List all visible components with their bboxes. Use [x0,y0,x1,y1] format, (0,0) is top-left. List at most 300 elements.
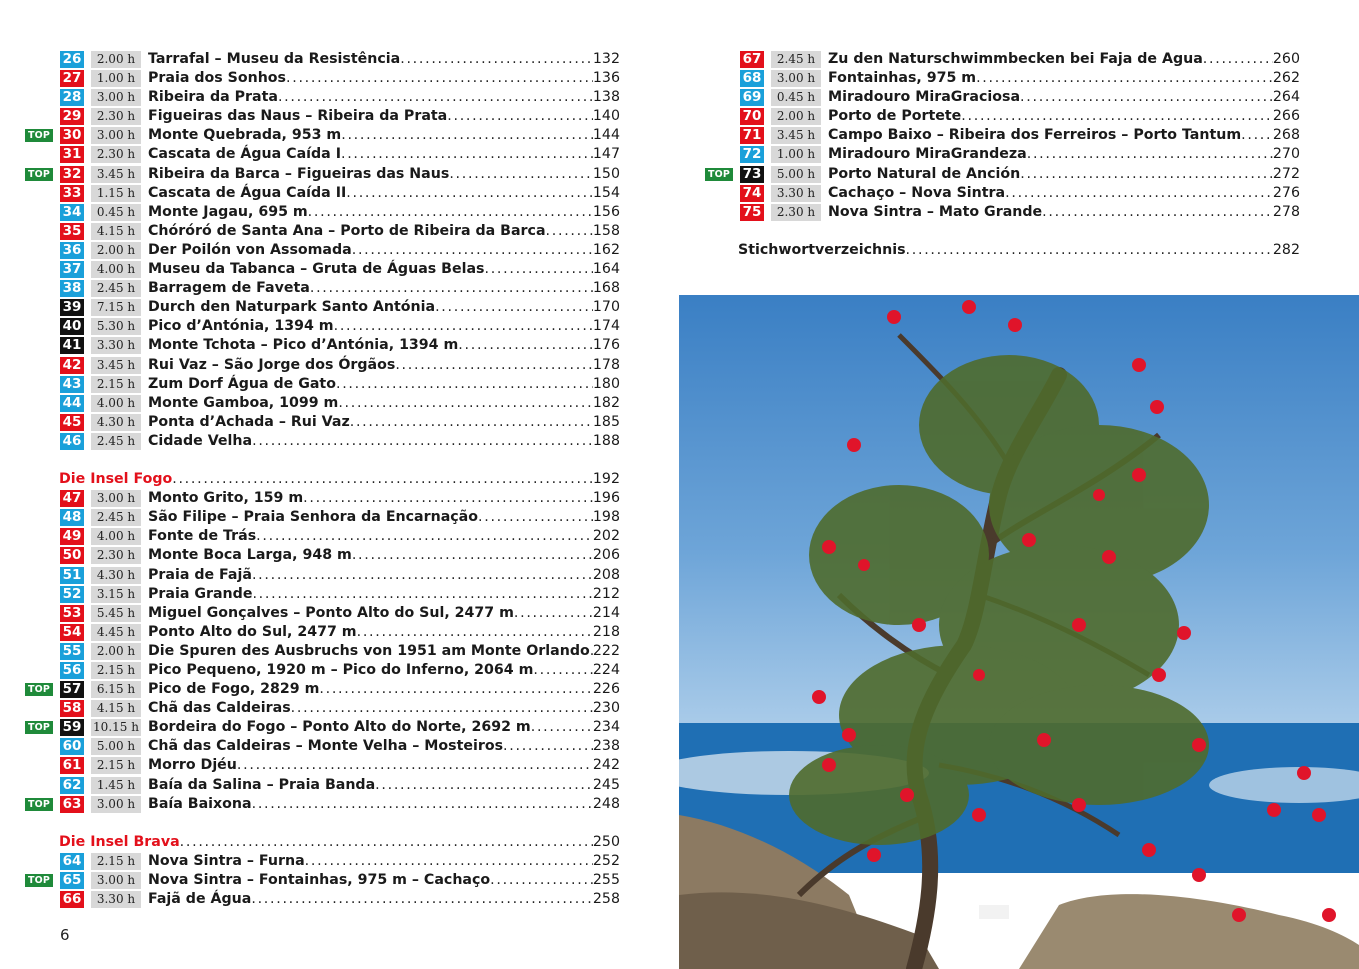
tour-number-badge: 51 [60,567,84,584]
toc-page-number: 218 [592,623,620,640]
toc-page-number: 278 [1272,203,1300,220]
tour-duration: 4.30 h [91,414,141,431]
toc-title: Monte Boca Larga, 948 m [148,547,352,564]
toc-title: Cachaço – Nova Sintra [828,184,1006,201]
dot-leader [533,661,593,680]
toc-title: Rui Vaz – São Jorge dos Órgãos [148,356,396,373]
toc-title: Zum Dorf Água de Gato [148,375,336,392]
toc-entry [22,279,622,298]
toc-page-number: 234 [592,719,620,736]
tour-number-badge: 31 [60,146,84,163]
dot-leader [961,107,1273,126]
toc-page-number: 272 [1272,165,1300,182]
tour-duration: 4.00 h [91,395,141,412]
toc-page-number: 180 [592,375,620,392]
tour-number-badge: 41 [60,337,84,354]
toc-page-number: 174 [592,318,620,335]
toc-page-number: 176 [592,337,620,354]
toc-page-number: 222 [592,642,620,659]
dot-leader [490,871,593,890]
toc-entry-line [148,145,620,164]
toc-page-number: 264 [1272,89,1300,106]
white-building [979,905,1009,919]
tour-number-badge: 60 [60,738,84,755]
toc-title: Die Insel Fogo [59,471,173,488]
tour-duration: 1.15 h [91,185,141,202]
toc-title: Praia Grande [148,585,253,602]
toc-section-heading [22,833,622,852]
toc-title: Pico Pequeno, 1920 m – Pico do Inferno, 2064 m [148,662,534,678]
toc-entry-line [148,737,620,756]
tour-duration: 4.00 h [91,528,141,545]
toc-entry-line [148,203,620,222]
toc-entry [22,566,622,585]
tour-number-badge: 56 [60,662,84,679]
toc-entry [22,776,622,795]
dot-leader [447,107,593,126]
dot-leader [1020,165,1273,184]
tour-number-badge: 44 [60,395,84,412]
tour-duration: 3.30 h [771,185,821,202]
toc-entry [22,88,622,107]
tour-duration: 5.00 h [771,166,821,183]
toc-entry [22,394,622,413]
toc-entry-line [148,279,620,298]
toc-entry [22,508,622,527]
toc-title: Cidade Velha [148,432,253,449]
toc-entry [702,107,1302,126]
tour-duration: 1.45 h [91,777,141,794]
toc-entry-line [148,489,620,508]
tour-number-badge: 69 [740,89,764,106]
toc-entry-line [828,203,1300,222]
tour-number-badge: 54 [60,624,84,641]
tour-number-badge: 33 [60,185,84,202]
toc-entry-line [148,756,620,775]
dot-leader [449,165,593,184]
top-badge: TOP [25,168,53,181]
toc-entry-line [738,241,1300,260]
toc-entry-line [148,107,620,126]
toc-entry-line [148,260,620,279]
tour-duration: 3.45 h [771,127,821,144]
toc-entry [22,604,622,623]
tour-duration: 5.00 h [91,738,141,755]
tour-duration: 3.00 h [91,127,141,144]
toc-title: Chóróró de Santa Ana – Porto de Ribeira da Barca [148,222,546,239]
dot-leader [1027,145,1273,164]
toc-entry-line [828,184,1300,203]
toc-entry [22,165,622,184]
tour-number-badge: 29 [60,108,84,125]
toc-title: Porto de Portete [828,108,962,125]
dot-leader [252,566,593,585]
toc-title: Nova Sintra – Fontainhas, 975 m – Cachaço [148,872,491,889]
toc-page-number: 250 [592,833,620,850]
toc-entry-line [148,604,620,623]
toc-entry-line [828,69,1300,88]
toc-entry-line [148,432,620,451]
tour-duration: 2.15 h [91,757,141,774]
dot-leader [338,394,593,413]
dot-leader [180,833,593,852]
toc-title: Miradouro MiraGrandeza [828,146,1027,163]
toc-entry-line [148,680,620,699]
toc-page-number: 276 [1272,184,1300,201]
toc-entry [702,69,1302,88]
tour-number-badge: 71 [740,127,764,144]
toc-entry [702,203,1302,222]
tour-duration: 2.15 h [91,662,141,679]
tour-number-badge: 65 [60,872,84,889]
toc-entry [702,184,1302,203]
toc-title: Miguel Gonçalves – Ponto Alto do Sul, 2477 m [148,604,514,621]
tour-duration: 1.00 h [91,70,141,87]
toc-page-number: 185 [592,413,620,430]
toc-entry [22,795,622,814]
toc-entry [22,184,622,203]
tour-duration: 3.45 h [91,166,141,183]
toc-entry-line [148,585,620,604]
tour-duration: 2.45 h [91,433,141,450]
toc-page-number: 162 [592,241,620,258]
tour-number-badge: 67 [740,51,764,68]
toc-page-number: 242 [592,757,620,774]
tour-number-badge: 52 [60,586,84,603]
toc-entry-line [148,184,620,203]
toc-page-number: 214 [592,604,620,621]
toc-entry-line [59,470,620,489]
toc-page-number: 132 [592,51,620,67]
toc-entry-line [148,642,620,661]
toc-entry-line [59,833,620,852]
dot-leader [334,317,593,336]
dot-leader [375,776,593,795]
tour-duration: 5.30 h [91,318,141,335]
dot-leader [172,470,593,489]
dot-leader [435,298,593,317]
top-badge: TOP [705,168,733,181]
dot-leader [1042,203,1273,222]
tour-number-badge: 57 [60,681,84,698]
toc-title: Baía Baixona [148,795,252,812]
toc-entry-line [148,699,620,718]
toc-page-number: 144 [592,127,620,144]
toc-title: Durch den Naturpark Santo Antónia [148,299,436,316]
toc-title: Museu da Tabanca – Gruta de Águas Belas [148,261,485,278]
toc-entry-line [148,508,620,527]
dot-leader [291,699,593,718]
toc-entry-line [148,718,620,737]
toc-entry [22,890,622,909]
tour-number-badge: 58 [60,700,84,717]
tour-duration: 3.30 h [91,891,141,908]
tour-duration: 4.00 h [91,261,141,278]
hillside-right [1019,894,1359,969]
toc-page-number: 224 [592,662,620,678]
toc-title: Die Insel Brava [59,833,180,850]
toc-entry [22,203,622,222]
toc-page-number: 255 [592,872,620,889]
tour-duration: 3.00 h [91,872,141,889]
top-badge: TOP [25,874,53,887]
toc-entry-line [148,795,620,814]
tour-number-badge: 36 [60,242,84,259]
tour-duration: 3.00 h [91,796,141,813]
toc-entry-line [148,88,620,107]
tour-number-badge: 75 [740,204,764,221]
top-badge: TOP [25,798,53,811]
tour-number-badge: 47 [60,490,84,507]
toc-title: Cascata de Água Caída I [148,146,341,163]
tour-number-badge: 50 [60,547,84,564]
toc-index-entry [702,241,1302,260]
tour-number-badge: 74 [740,185,764,202]
dot-leader [286,69,593,88]
page-number: 6 [60,926,70,944]
tour-duration: 1.00 h [771,146,821,163]
toc-entry [22,145,622,164]
tour-number-badge: 30 [60,127,84,144]
toc-entry [22,585,622,604]
tour-number-badge: 72 [740,146,764,163]
tour-number-badge: 66 [60,891,84,908]
toc-entry [22,737,622,756]
toc-title: Monte Tchota – Pico d’Antónia, 1394 m [148,337,459,354]
toc-page-number: 212 [592,585,620,602]
toc-entry-line [148,394,620,413]
tour-duration: 3.15 h [91,586,141,603]
toc-entry [22,623,622,642]
toc-title: Barragem de Faveta [148,280,310,297]
dot-leader [546,222,593,241]
toc-title: São Filipe – Praia Senhora da Encarnação [148,509,478,526]
tour-duration: 5.45 h [91,605,141,622]
tour-duration: 2.45 h [91,509,141,526]
toc-page-number: 202 [592,528,620,545]
toc-title: Pico d’Antónia, 1394 m [148,318,334,335]
toc-entry [22,356,622,375]
dot-leader [400,50,593,69]
toc-entry-line [148,375,620,394]
toc-entry [22,126,622,145]
toc-page-number: 196 [592,490,620,507]
tour-number-badge: 63 [60,796,84,813]
tour-number-badge: 73 [740,166,764,183]
dot-leader [906,241,1273,260]
tour-number-badge: 37 [60,261,84,278]
toc-title: Cascata de Água Caída II [148,184,347,201]
tour-duration: 0.45 h [771,89,821,106]
hillside-front [679,892,939,969]
toc-page-number: 178 [592,356,620,373]
toc-page-number: 150 [592,165,620,182]
toc-entry [22,661,622,680]
toc-page-number: 248 [592,795,620,812]
toc-title: Monte Jagau, 695 m [148,203,308,220]
toc-title: Fajã de Água [148,891,252,908]
dot-leader [514,604,593,623]
toc-page-number: 136 [592,70,620,87]
dot-leader [484,260,592,279]
tour-number-badge: 59 [60,719,84,736]
tour-duration: 3.00 h [771,70,821,87]
toc-entry-line [828,145,1300,164]
dot-leader [252,585,592,604]
dot-leader [278,88,593,107]
toc-entry [702,145,1302,164]
toc-title: Chã das Caldeiras – Monte Velha – Mosteiros [148,738,504,755]
tour-duration: 4.15 h [91,700,141,717]
dot-leader [395,356,593,375]
tour-number-badge: 39 [60,299,84,316]
toc-title: Der Poilón von Assomada [148,241,352,258]
toc-title: Figueiras das Naus – Ribeira da Prata [148,108,448,125]
toc-page-number: 266 [1272,108,1300,125]
toc-page-number: 164 [592,261,620,278]
toc-title: Nova Sintra – Furna [148,852,305,869]
toc-page-number: 252 [592,852,620,869]
top-badge: TOP [25,683,53,696]
toc-page-number: 182 [592,394,620,411]
toc-title: Campo Baixo – Ribeira dos Ferreiros – Porto Tantum [828,127,1242,144]
dot-leader [251,890,593,909]
toc-title: Morro Djéu [148,757,237,774]
tour-duration: 4.15 h [91,223,141,240]
toc-entry [22,336,622,355]
tour-duration: 2.30 h [91,146,141,163]
tour-duration: 2.15 h [91,853,141,870]
toc-entry-line [148,126,620,145]
tour-number-badge: 35 [60,223,84,240]
toc-entry-line [828,50,1300,69]
tour-duration: 2.00 h [91,51,141,68]
toc-page-number: 147 [592,146,620,163]
toc-entry [22,432,622,451]
tour-number-badge: 68 [740,70,764,87]
tour-duration: 6.15 h [91,681,141,698]
tour-duration: 2.30 h [771,204,821,221]
toc-entry [22,680,622,699]
toc-entry [22,375,622,394]
tour-duration: 10.15 h [91,719,141,736]
toc-title: Praia dos Sonhos [148,70,286,87]
toc-page-number: 268 [1272,127,1300,144]
toc-section-heading [22,470,622,489]
toc-left-column [22,50,622,909]
toc-title: Ribeira da Barca – Figueiras das Naus [148,165,450,182]
toc-title: Baía da Salina – Praia Banda [148,776,376,793]
toc-entry-line [148,776,620,795]
toc-title: Ribeira da Prata [148,89,278,106]
toc-entry [22,756,622,775]
toc-title: Stichwortverzeichnis [738,241,906,258]
tour-duration: 2.15 h [91,376,141,393]
toc-page-number: 198 [592,509,620,526]
toc-title: Bordeira do Fogo – Ponto Alto do Norte, 2692 m [148,719,531,736]
dot-leader [252,432,593,451]
dot-leader [303,489,593,508]
toc-title: Monte Gamboa, 1099 m [148,394,339,411]
tour-number-badge: 27 [60,70,84,87]
top-badge: TOP [25,721,53,734]
toc-title: Fonte de Trás [148,528,257,545]
toc-page-number: 260 [1272,51,1300,67]
toc-entry-line [148,890,620,909]
toc-page-number: 158 [592,222,620,239]
toc-entry-line [148,222,620,241]
toc-page-number: 156 [592,203,620,220]
tour-number-badge: 38 [60,280,84,297]
toc-entry-line [148,356,620,375]
toc-entry-line [148,317,620,336]
toc-page-number: 270 [1272,146,1300,163]
tour-duration: 0.45 h [91,204,141,221]
toc-page-number: 245 [592,776,620,793]
tour-number-badge: 32 [60,166,84,183]
toc-entry-line [148,336,620,355]
toc-title: Miradouro MiraGraciosa [828,89,1021,106]
toc-entry [22,107,622,126]
tour-duration: 3.00 h [91,490,141,507]
toc-spacer [702,222,1302,241]
hibiscus-tree-photo [679,295,1359,969]
dot-leader [308,203,593,222]
tour-number-badge: 46 [60,433,84,450]
tour-duration: 2.00 h [91,242,141,259]
dot-leader [1020,88,1273,107]
toc-entry [22,699,622,718]
toc-entry-line [148,566,620,585]
dot-leader [352,241,593,260]
toc-page-number: 168 [592,280,620,297]
tour-duration: 2.00 h [771,108,821,125]
toc-title: Monto Grito, 159 m [148,490,304,507]
toc-entry [22,241,622,260]
toc-spacer [22,451,622,470]
toc-page-number: 154 [592,184,620,201]
toc-page-number: 206 [592,547,620,564]
toc-entry [702,88,1302,107]
dot-leader [237,756,593,775]
toc-entry [22,871,622,890]
toc-entry [22,298,622,317]
top-badge: TOP [25,129,53,142]
dot-leader [458,336,593,355]
tour-number-badge: 34 [60,204,84,221]
toc-title: Fontainhas, 975 m [828,70,977,87]
tour-number-badge: 45 [60,414,84,431]
toc-entry-line [148,871,620,890]
toc-entry-line [148,69,620,88]
toc-page-number: 230 [592,700,620,717]
dot-leader [319,680,593,699]
toc-entry [22,50,622,69]
dot-leader [1203,50,1273,69]
toc-entry [22,317,622,336]
toc-page-number: 226 [592,681,620,698]
tour-duration: 4.30 h [91,567,141,584]
toc-title: Zu den Naturschwimmbecken bei Faja de Agua [828,51,1203,67]
toc-right-column [702,50,1302,260]
tour-number-badge: 70 [740,108,764,125]
tour-number-badge: 53 [60,605,84,622]
toc-title: Chã das Caldeiras [148,700,291,717]
toc-title: Porto Natural de Anción [828,165,1021,182]
toc-entry-line [828,88,1300,107]
toc-entry-line [148,413,620,432]
toc-title: Tarrafal – Museu da Resistência [148,51,401,67]
